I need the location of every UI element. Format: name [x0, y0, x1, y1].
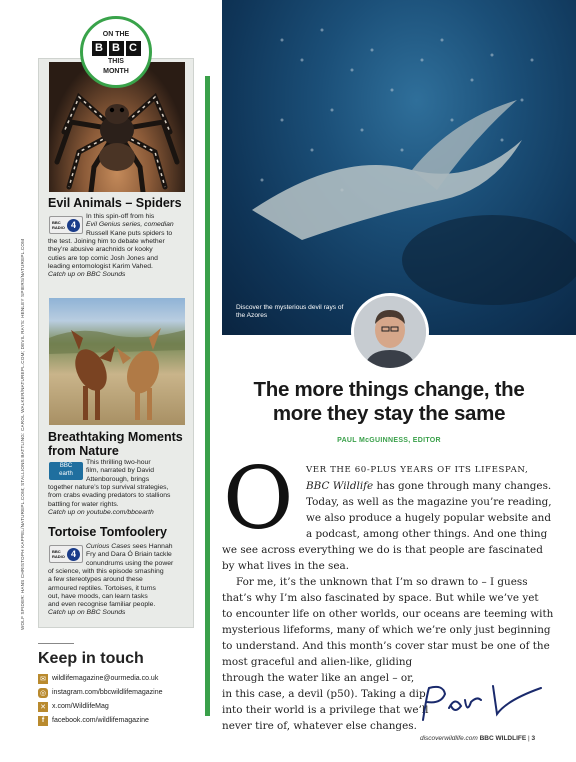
- headline-line-1: The more things change, the: [253, 378, 525, 401]
- programme-name: Curious Cases: [86, 543, 131, 550]
- body-line: we see across everything we do is that people are fascinated: [222, 544, 543, 556]
- page-footer: [420, 735, 535, 742]
- item-description-line: battling for water rights.: [48, 500, 119, 508]
- body-line: [306, 478, 551, 494]
- editor-signature: [415, 680, 545, 728]
- facebook-icon: f: [38, 716, 48, 726]
- photo-credits: WOLF SPIDER: HANS CHRISTOPH KAPPEL/NATUREPL.COM; STALLIONS BATTLING: CAROL WALKER/NATUREPL.COM; DEVIL RAYS: HENLEY SPIERS/NATUREPL.COM: [20, 238, 25, 630]
- instagram-icon: ◎: [39, 689, 47, 697]
- editor-portrait: [351, 293, 429, 371]
- item-description-line: This thrilling two-hour: [86, 459, 151, 466]
- body-line: to encounter life on other worlds, our oceans are teeming with: [222, 608, 554, 620]
- page-number: 3: [531, 735, 536, 742]
- body-line: a podcast, among other things. And one thing: [306, 528, 548, 540]
- contact-email[interactable]: [38, 673, 158, 684]
- on-the-bbc-badge: [80, 16, 152, 88]
- footer-brand: BBC WILDLIFE: [479, 735, 527, 742]
- footer-separator: |: [528, 735, 530, 742]
- item-description-line: a few stereotypes around these: [48, 576, 143, 584]
- item-description-line: together nature’s top survival strategies,: [48, 483, 169, 491]
- body-line: never tire of, whatever else changes.: [222, 720, 417, 732]
- catch-up-link[interactable]: Catch up on youtube.com/bbcearth: [48, 508, 154, 516]
- drop-cap: O: [223, 449, 294, 549]
- item-description-line: Russell Kane puts spiders to: [86, 229, 173, 237]
- item-description-line: they’re abusive arachnids or kooky: [48, 246, 153, 254]
- bbc-radio-4-logo: BBC RADIO 4: [49, 545, 83, 563]
- item-description-line: armoured reptiles. Tortoises, it turns: [48, 584, 156, 592]
- body-line: in this case, a devil (p50). Taking a dip: [222, 688, 426, 700]
- item-description-line: and even recognise familiar people.: [48, 601, 156, 609]
- body-text: has gone through many changes.: [373, 480, 552, 492]
- footer-url[interactable]: discoverwildlife.com: [420, 735, 478, 742]
- body-line: into their world is a privilege that we’ll: [222, 704, 429, 716]
- keep-in-touch-title: Keep in touch: [38, 650, 144, 667]
- item-description-line: from crabs evading predators to stallions: [48, 492, 171, 500]
- bbc-letter: B: [109, 41, 124, 56]
- contact-text: facebook.com/wildlifemagazine: [52, 717, 149, 724]
- badge-top-label: ON THE: [102, 31, 130, 38]
- byline: PAUL McGUINNESS, EDITOR: [337, 437, 441, 444]
- body-line: through the water like an angel – or,: [222, 672, 415, 684]
- body-line: VER THE 60-PLUS YEARS OF ITS LIFESPAN,: [306, 465, 529, 475]
- body-line: mysterious lifeforms, many of which we’re only just beginning: [222, 624, 551, 636]
- body-line: most graceful and alien-like, gliding: [222, 656, 413, 668]
- contact-text: instagram.com/bbcwildlifemagazine: [52, 689, 163, 696]
- contact-facebook[interactable]: [38, 715, 149, 726]
- divider: [38, 643, 74, 644]
- item-description-line: of science, with this episode smashing: [48, 567, 164, 575]
- bbc-logo: [83, 41, 149, 56]
- x-icon: ✕: [38, 702, 48, 712]
- stallions-photo: [49, 298, 185, 425]
- contact-x[interactable]: [38, 701, 109, 712]
- contact-text: x.com/WildlifeMag: [52, 703, 109, 710]
- bbc-letter: B: [92, 41, 107, 56]
- body-line: Today, as well as the magazine you’re reading,: [306, 496, 552, 508]
- item-title: from Nature: [48, 444, 119, 458]
- contact-instagram[interactable]: [38, 687, 163, 698]
- body-line: For me, it’s the unknown that I’m so drawn to – I guess: [236, 576, 528, 588]
- item-title: Tortoise Tomfoolery: [48, 525, 167, 539]
- item-description-line: conundrums using the power: [86, 559, 174, 567]
- badge-bottom-label-2: MONTH: [103, 68, 129, 75]
- catch-up-link[interactable]: Catch up on BBC Sounds: [48, 609, 126, 617]
- item-title: Breathtaking Moments: [48, 430, 183, 444]
- headline: [222, 378, 556, 426]
- bbc-radio-4-logo: BBC RADIO 4: [49, 216, 83, 234]
- item-description-line: cuties are top comic Josh Jones and: [48, 254, 158, 262]
- item-description-line: Evil Genius series, comedian: [86, 221, 174, 229]
- email-icon: ✉: [38, 674, 48, 684]
- body-line: that’s why I’m also fascinated by space. But while we’ve yet: [222, 592, 539, 604]
- body-line: to understand. And this month’s cover star must be one of the: [222, 640, 550, 652]
- hero-caption: Discover the mysterious devil rays of the Azores: [236, 304, 344, 319]
- body-line: we also produce a hugely popular website and: [306, 512, 551, 524]
- item-description-line: leading entomologist Karim Vahed.: [48, 262, 153, 270]
- item-description-line: Attenborough, brings: [86, 475, 150, 483]
- badge-bottom-label-1: THIS: [108, 58, 124, 65]
- headline-line-2: more they stay the same: [272, 402, 506, 425]
- item-description-line: film, narrated by David: [86, 467, 154, 475]
- item-description-line: Fry and Dara Ó Briain tackle: [86, 551, 172, 559]
- item-description-text: sees Hannah: [130, 543, 173, 550]
- bbc-letter: C: [126, 41, 141, 56]
- catch-up-link[interactable]: Catch up on BBC Sounds: [48, 271, 126, 279]
- body-line: by what lives in the sea.: [222, 560, 350, 572]
- magazine-name: BBC Wildlife: [306, 480, 374, 492]
- accent-bar: [205, 76, 210, 716]
- bbc-earth-logo: BBC earth: [49, 462, 83, 480]
- item-title: Evil Animals – Spiders: [48, 196, 182, 210]
- devil-rays-photo: [222, 0, 576, 335]
- contact-text: wildlifemagazine@ourmedia.co.uk: [52, 675, 159, 682]
- item-description-line: In this spin-off from his: [86, 213, 155, 220]
- item-description-line: the test. Joining him to debate whether: [48, 237, 165, 245]
- item-description-line: out, have moods, can learn tasks: [48, 592, 148, 600]
